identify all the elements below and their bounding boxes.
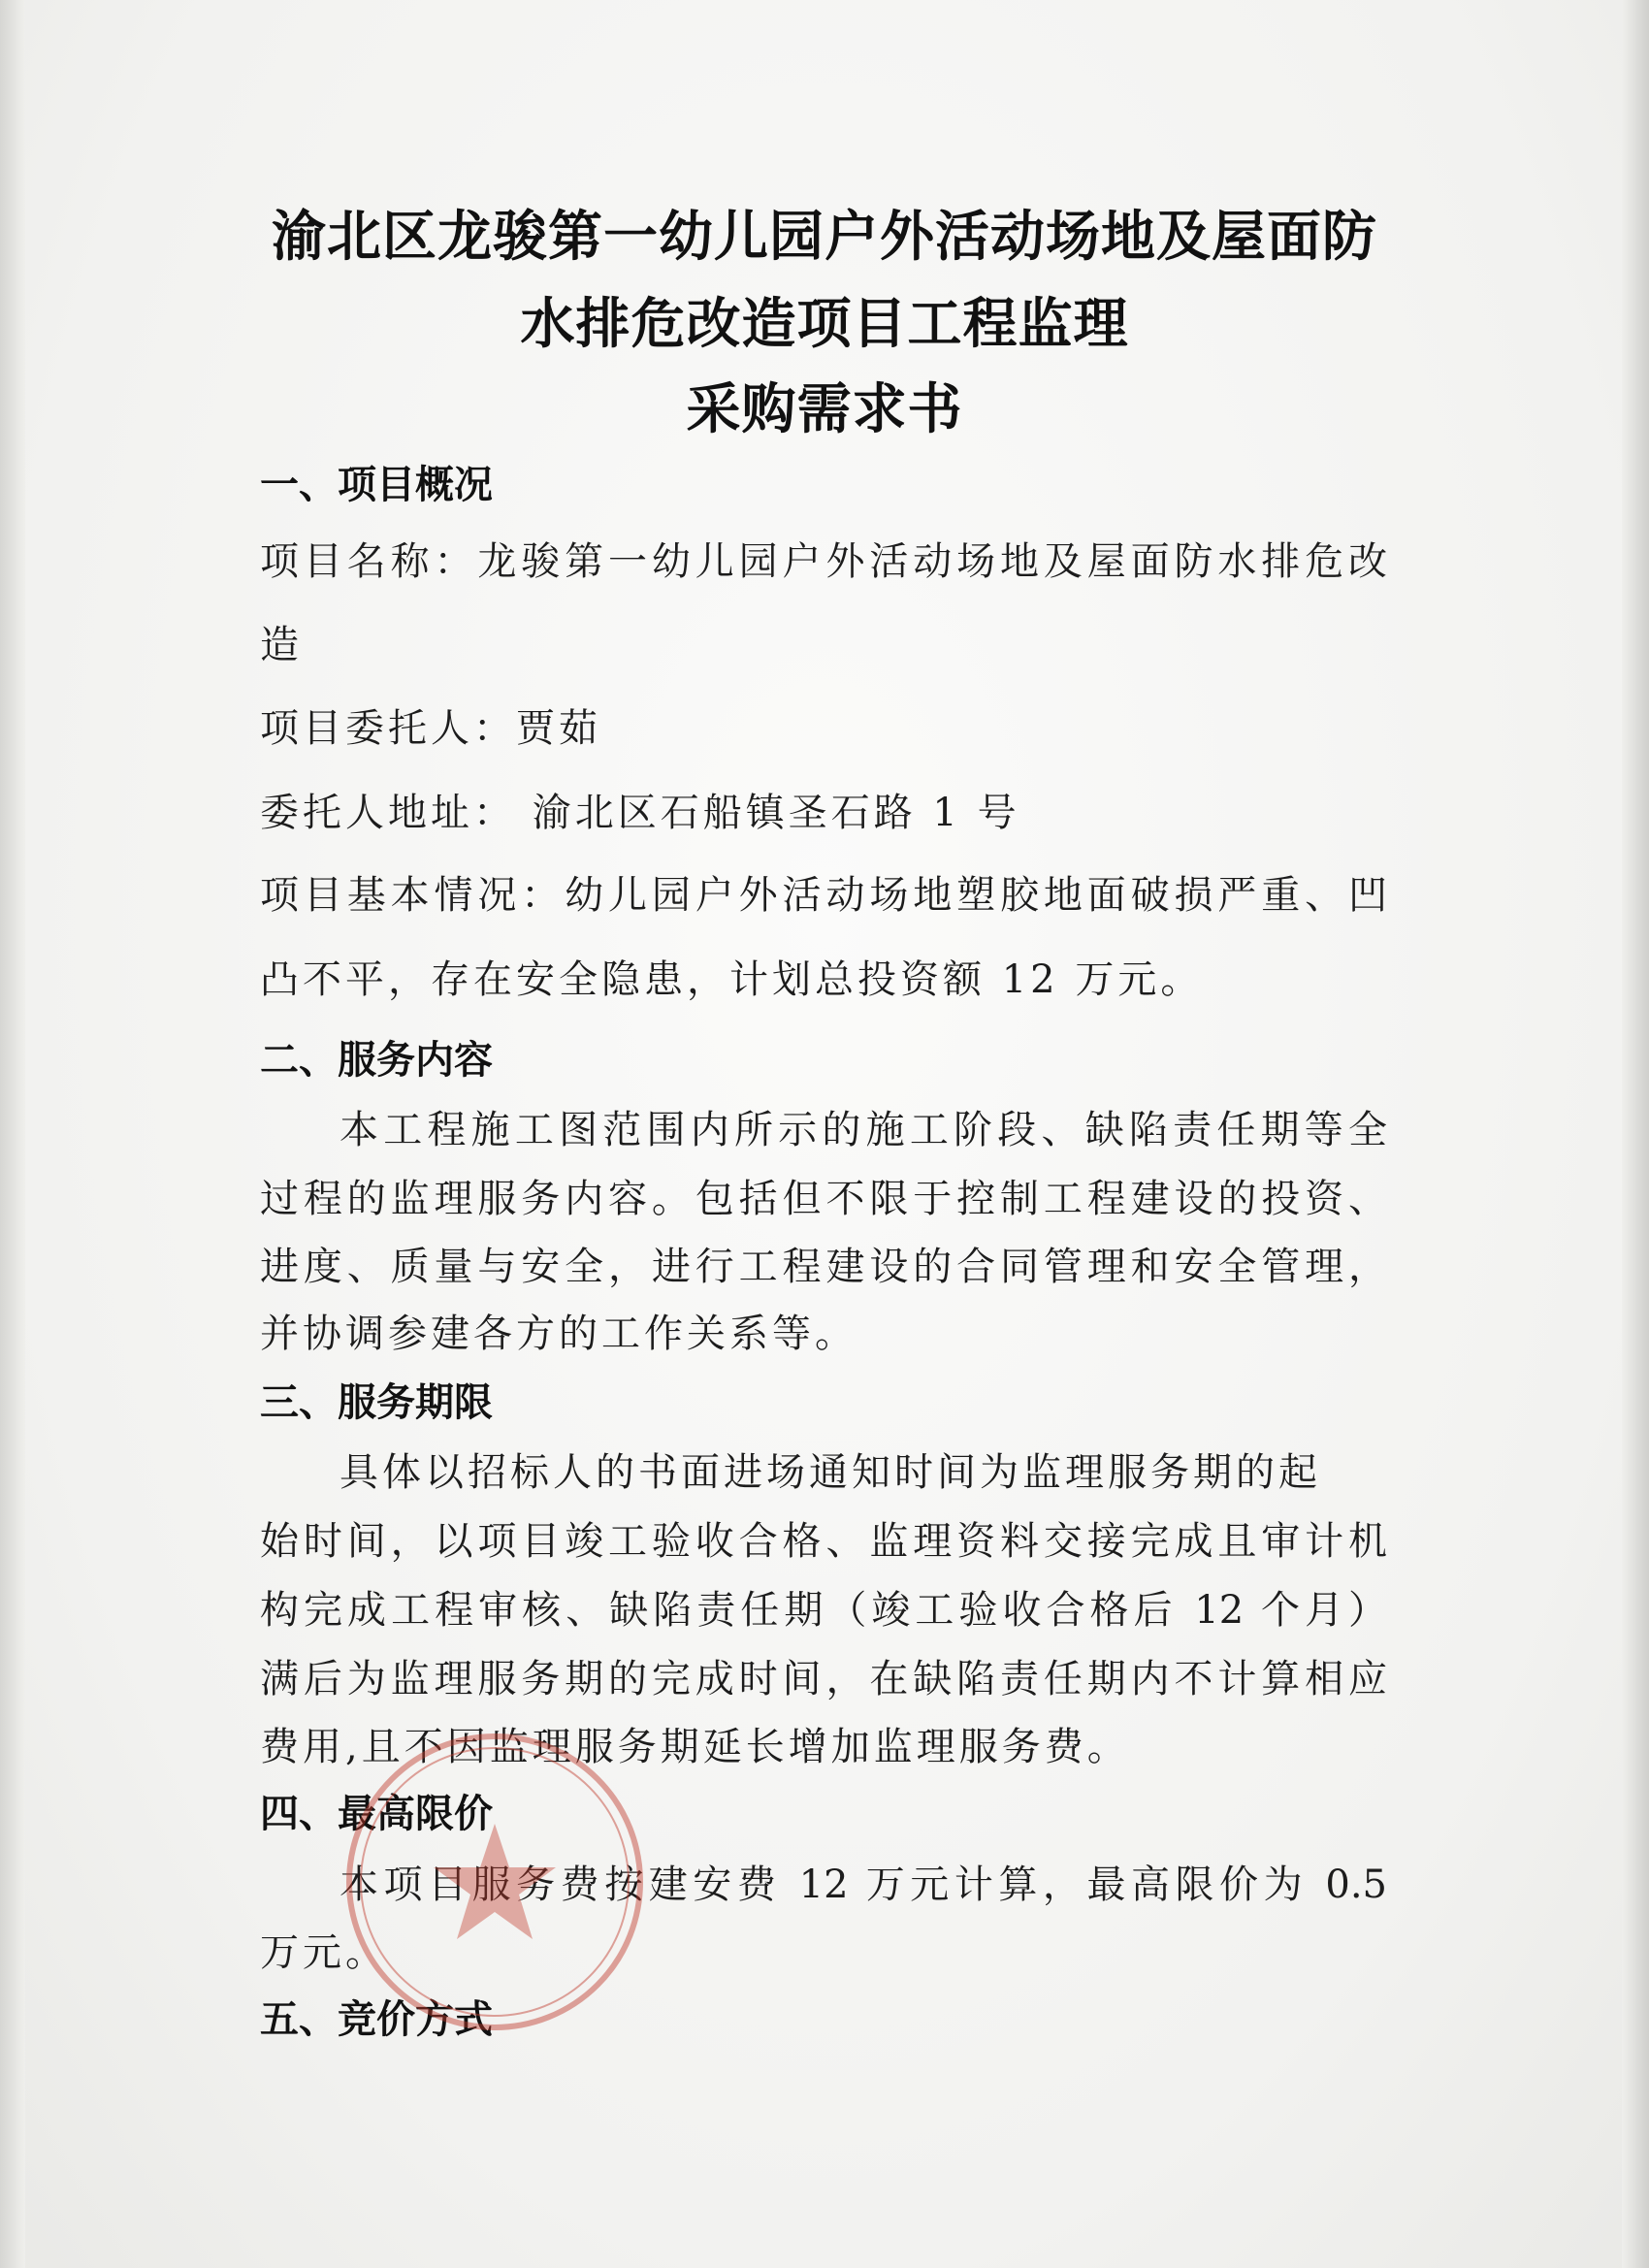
section-heading-service-content: 二、服务内容: [260, 1038, 493, 1083]
price-cap-line-2: 万元。: [260, 1930, 388, 1975]
section-heading-price-cap: 四、最高限价: [260, 1792, 493, 1836]
overview-line-3: 项目委托人：贾茹: [260, 706, 601, 751]
service-content-line-2: 过程的监理服务内容。包括但不限于控制工程建设的投资、: [260, 1177, 1387, 1221]
doc-title-line-2: 水排危改造项目工程监理: [520, 293, 1129, 356]
section-heading-service-period: 三、服务期限: [260, 1380, 493, 1425]
doc-title-line-3: 采购需求书: [686, 378, 963, 441]
service-content-line-1: 本工程施工图范围内所示的施工阶段、缺陷责任期等全: [340, 1108, 1387, 1152]
service-content-line-4: 并协调参建各方的工作关系等。: [260, 1312, 857, 1356]
service-period-line-4: 满后为监理服务期的完成时间，在缺陷责任期内不计算相应: [260, 1657, 1387, 1701]
official-seal-stamp: [335, 1722, 655, 2042]
overview-line-2: 造: [260, 623, 303, 667]
service-period-line-2: 始时间，以项目竣工验收合格、监理资料交接完成且审计机: [260, 1519, 1387, 1564]
overview-line-6: 凸不平，存在安全隐患，计划总投资额 12 万元。: [260, 957, 1204, 1002]
overview-line-4: 委托人地址： 渝北区石船镇圣石路 1 号: [260, 791, 1020, 835]
overview-line-1: 项目名称：龙骏第一幼儿园户外活动场地及屋面防水排危改: [260, 539, 1387, 584]
section-heading-overview: 一、项目概况: [260, 463, 493, 507]
section-heading-bidding-method: 五、竞价方式: [260, 1997, 493, 2042]
service-content-line-3: 进度、质量与安全，进行工程建设的合同管理和安全管理，: [260, 1245, 1387, 1289]
service-period-line-1: 具体以招标人的书面进场通知时间为监理服务期的起: [340, 1450, 1321, 1495]
service-period-line-3: 构完成工程审核、缺陷责任期（竣工验收合格后 12 个月）: [260, 1588, 1387, 1633]
overview-line-5: 项目基本情况：幼儿园户外活动场地塑胶地面破损严重、凹: [260, 873, 1387, 918]
doc-title-line-1: 渝北区龙骏第一幼儿园户外活动场地及屋面防: [272, 206, 1377, 269]
service-period-line-5: 费用,且不因监理服务期延长增加监理服务费。: [260, 1725, 1130, 1769]
price-cap-line-1: 本项目服务费按建安费 12 万元计算，最高限价为 0.5: [340, 1863, 1387, 1907]
